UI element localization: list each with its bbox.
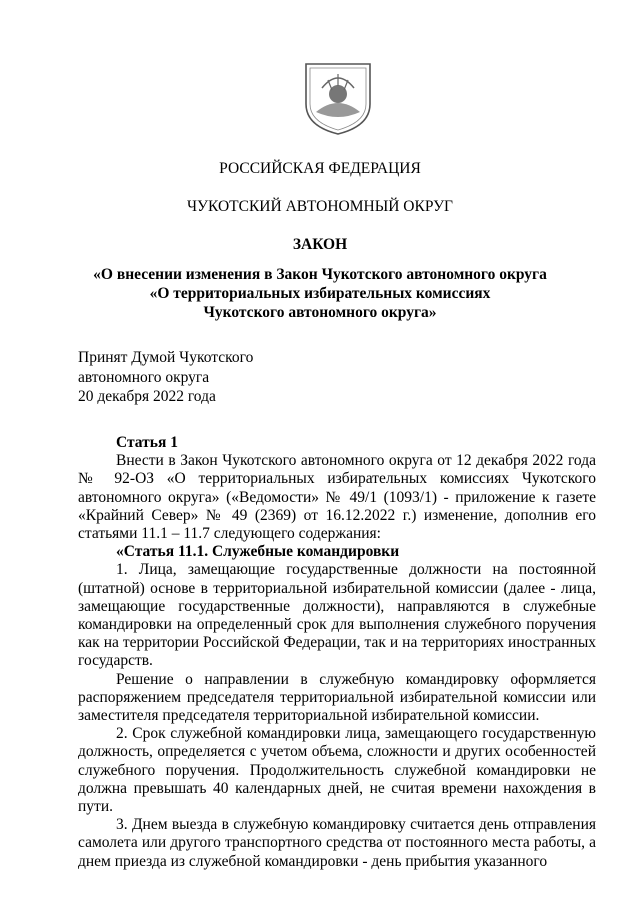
paragraph-decision: Решение о направлении в служебную командировку оформляется распоряжением председателя территориальной избирательной комиссии или заместителя председателя территориальной избирательной комиссии. — [78, 670, 596, 725]
law-title-line-2: «О территориальных избирательных комиссиях — [149, 285, 491, 302]
article-intro: Внести в Закон Чукотского автономного округа от 12 декабря 2022 года № 92-ОЗ «О территориальных избирательных комиссиях Чукотского автономного округа» («Ведомости» № 49/1 (1093/1) - приложение к газете «Крайний Север» № 49 (2369) от 16.12.2022 г.) изменение, дополнив его статьями 11.1 – 11.7 следующего содержания: — [78, 452, 596, 543]
paragraph-1: 1. Лица, замещающие государственные должности на постоянной (штатной) основе в территориальной избирательной комиссии (далее - лица, замещающие государственные должности), направляются в служебные командировки на определенный срок для выполнения служебного поручения как на территории Российской Федерации, так и на территориях иностранных государств. — [78, 561, 596, 670]
adoption-line-2: автономного округа — [78, 368, 210, 386]
paragraph-3: 3. Днем выезда в служебную командировку считается день отправления самолета или другого транспортного средства от постоянного места работы, а днем приезда из служебной командировки - день прибытия указанного — [78, 816, 596, 870]
coat-of-arms-icon — [302, 60, 374, 136]
adoption-info — [78, 348, 253, 407]
law-title-line-3: Чукотского автономного округа» — [203, 304, 437, 321]
doc-type-heading: ЗАКОН — [292, 236, 348, 253]
adoption-line-1: Принят Думой Чукотского — [78, 349, 254, 366]
paragraph-2: 2. Срок служебной командировки лица, замещающего государственную должность, определяется с учетом объема, сложности и других особенностей служебного поручения. Продолжительность служебной командировки не должна превышать 40 календарных дней, не считая времени нахождения в пути. — [78, 725, 596, 816]
article-11-1-heading: «Статья 11.1. Служебные командировки — [116, 543, 400, 561]
region-heading: ЧУКОТСКИЙ АВТОНОМНЫЙ ОКРУГ — [186, 198, 454, 215]
article-heading: Статья 1 — [116, 434, 178, 451]
country-heading: РОССИЙСКАЯ ФЕДЕРАЦИЯ — [219, 160, 421, 177]
law-title-line-1: «О внесении изменения в Закон Чукотского автономного округа — [93, 266, 547, 283]
adoption-date: 20 декабря 2022 года — [78, 388, 216, 405]
document-body — [78, 434, 596, 871]
